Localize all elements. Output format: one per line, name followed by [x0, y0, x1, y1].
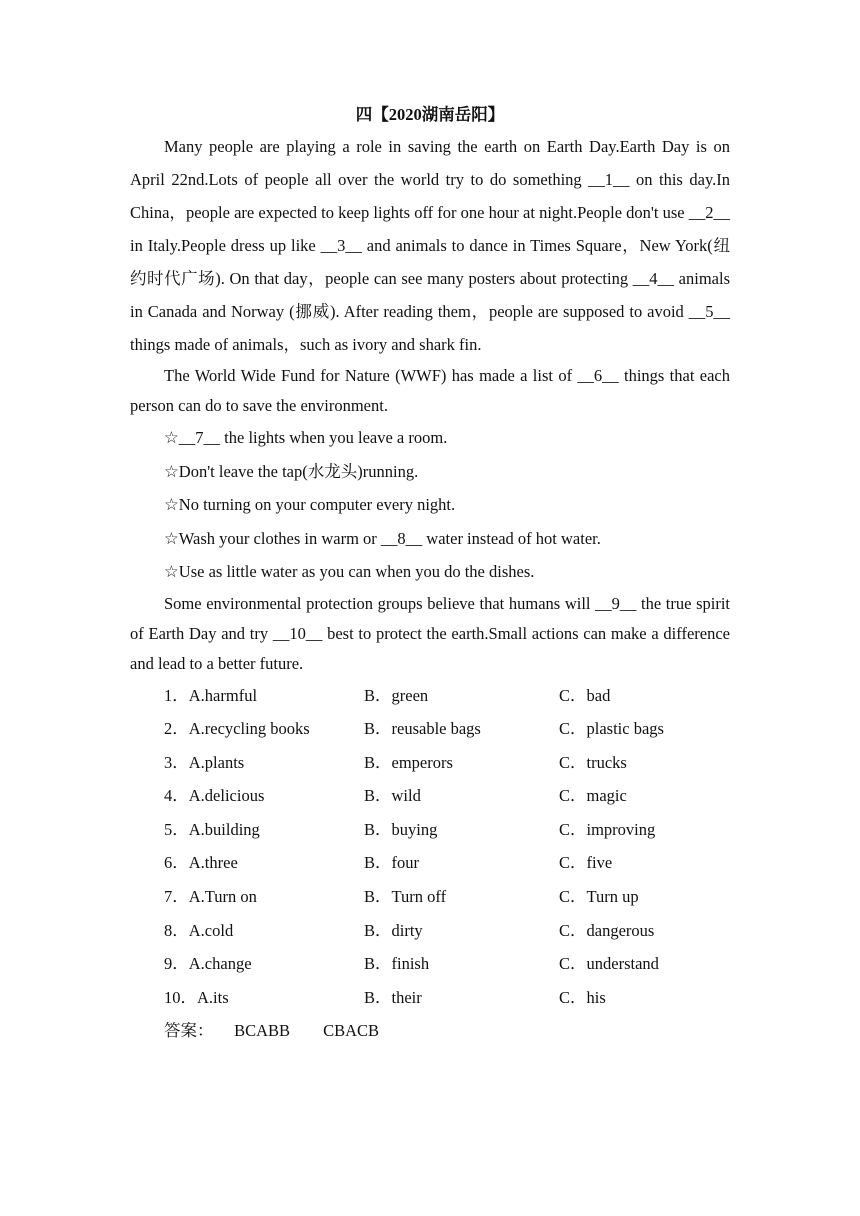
tip-item: ☆Wash your clothes in warm or __8__ water instead of hot water. — [164, 528, 601, 548]
option-a: 3．A.plants — [164, 752, 245, 772]
option-a: 6．A.three — [164, 853, 238, 873]
tip-item: ☆__7__ the lights when you leave a room. — [164, 428, 448, 447]
option-a: 10．A.its — [164, 987, 229, 1007]
tip-item: ☆Don't leave the tap(水龙头)running. — [164, 461, 419, 481]
option-a: 8．A.cold — [164, 920, 234, 940]
option-row — [130, 880, 730, 914]
tip-item: ☆No turning on your computer every night. — [164, 495, 456, 514]
option-b: B．dirty — [364, 920, 423, 940]
option-row — [130, 712, 730, 746]
option-row — [130, 914, 730, 948]
option-b: B．Turn off — [364, 887, 447, 907]
option-a: 5．A.building — [164, 819, 260, 839]
option-c: C．Turn up — [559, 887, 639, 907]
passage-paragraph-2: The World Wide Fund for Nature (WWF) has made a list of __6__ things that each person can do to save the environment. — [130, 366, 730, 415]
option-c: C．plastic bags — [559, 719, 664, 739]
tip-item: ☆Use as little water as you can when you do the dishes. — [164, 562, 535, 581]
option-c: C．understand — [559, 954, 659, 974]
answer-group-1: BCABB — [234, 1021, 291, 1041]
option-c: C．dangerous — [559, 920, 655, 940]
document-page — [130, 100, 730, 1048]
section-title: 四【2020湖南岳阳】 — [355, 105, 505, 124]
option-b: B．emperors — [364, 752, 453, 772]
answer-line — [130, 1014, 730, 1048]
option-row — [130, 981, 730, 1015]
option-c: C．trucks — [559, 752, 627, 772]
option-a: 7．A.Turn on — [164, 887, 257, 907]
option-c: C．his — [559, 987, 606, 1007]
option-a: 4．A.delicious — [164, 786, 265, 806]
option-a: 9．A.change — [164, 954, 252, 974]
option-b: B．green — [364, 685, 429, 705]
answer-group-2: CBACB — [323, 1021, 379, 1041]
option-b: B．wild — [364, 786, 421, 806]
option-c: C．bad — [559, 685, 611, 705]
option-c: C．magic — [559, 786, 627, 806]
option-b: B．four — [364, 853, 419, 873]
option-row — [130, 813, 730, 847]
option-row — [130, 779, 730, 813]
answer-label: 答案： — [164, 1021, 214, 1041]
tips-list — [130, 421, 730, 589]
option-b: B．finish — [364, 954, 430, 974]
passage-paragraph-1: Many people are playing a role in saving the earth on Earth Day.Earth Day is on April 22nd.Lots of people all over the world try to do something __1__ on this day.In China，people are expected to keep lights off for one hour at night.People don't use __2__ in Italy.People dress up like __3__ and animals to dance in Times Square，New York(纽约时代广场). On that day，people can see many posters about protecting __4__ animals in Canada and Norway (挪威). After reading them，people are supposed to avoid __5__ things made of animals，such as ivory and shark fin. — [130, 137, 730, 354]
option-b: B．buying — [364, 819, 438, 839]
option-a: 1．A.harmful — [164, 685, 258, 705]
option-a: 2．A.recycling books — [164, 719, 310, 739]
passage-paragraph-3: Some environmental protection groups believe that humans will __9__ the true spirit of Earth Day and try __10__ best to protect the earth.Small actions can make a difference and lead to a better future. — [130, 593, 730, 673]
option-c: C．five — [559, 853, 613, 873]
option-row — [130, 846, 730, 880]
option-row — [130, 746, 730, 780]
options-list — [130, 679, 730, 1015]
option-b: B．reusable bags — [364, 719, 481, 739]
option-c: C．improving — [559, 819, 656, 839]
option-b: B．their — [364, 987, 422, 1007]
option-row — [130, 947, 730, 981]
option-row — [130, 679, 730, 713]
